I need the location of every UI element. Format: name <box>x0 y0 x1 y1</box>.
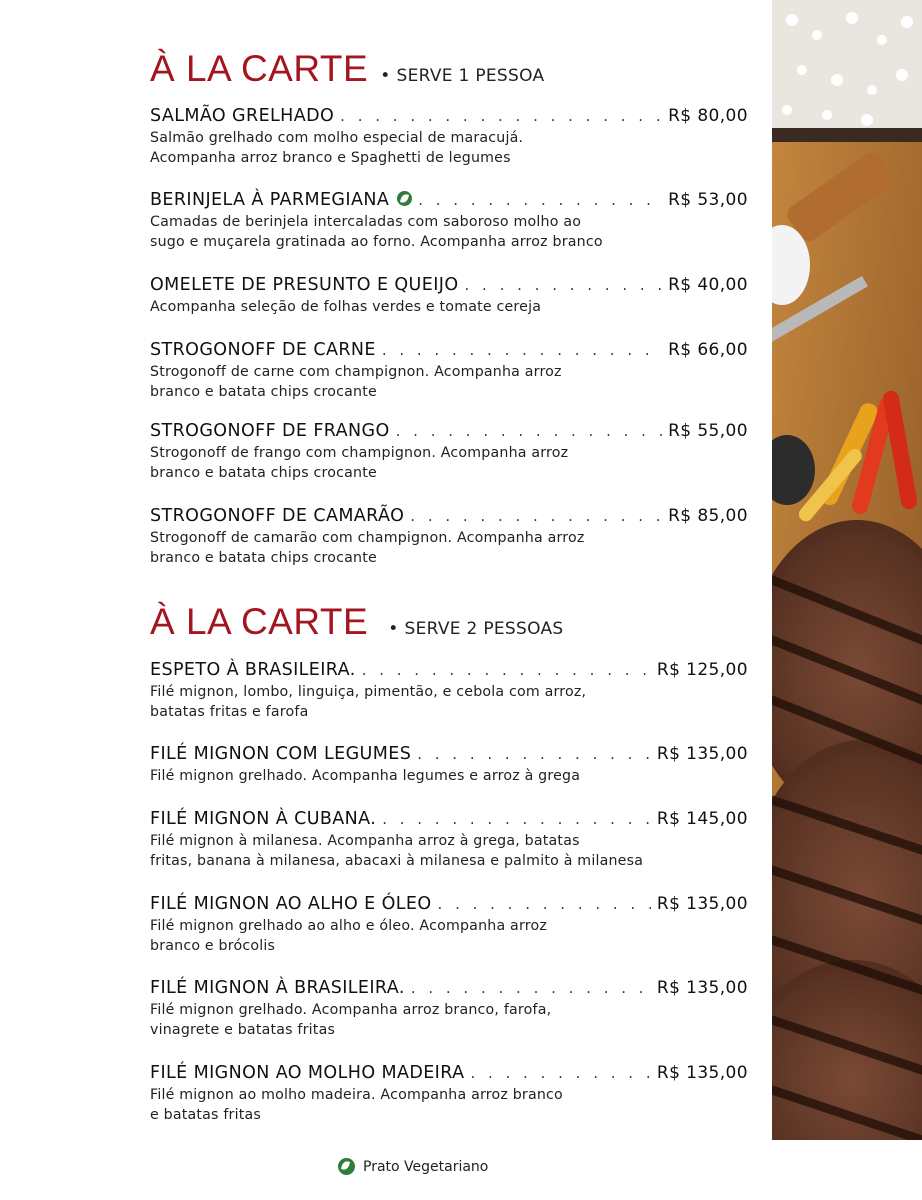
menu-item-price: R$ 80,00 <box>668 106 748 126</box>
description-line: sugo e muçarela gratinada ao forno. Acompanha arroz branco <box>150 234 603 250</box>
description-line: Acompanha seleção de folhas verdes e tomate cereja <box>150 299 542 315</box>
menu-item-description <box>150 682 748 722</box>
description-line: Strogonoff de carne com champignon. Acompanha arroz <box>150 364 562 380</box>
description-line: Strogonoff de camarão com champignon. Acompanha arroz <box>150 530 585 546</box>
dot-leader <box>470 1064 650 1082</box>
dot-leader <box>411 979 651 997</box>
menu-item-price: R$ 135,00 <box>656 1063 748 1083</box>
food-photo-illustration <box>772 0 922 1200</box>
menu-item <box>150 106 748 168</box>
description-line: branco e batata chips crocante <box>150 465 377 481</box>
menu-item <box>150 190 748 252</box>
description-line: vinagrete e batatas fritas <box>150 1022 336 1038</box>
menu-item <box>150 894 748 956</box>
leaf-icon <box>397 191 412 206</box>
description-line: branco e batata chips crocante <box>150 384 377 400</box>
description-line: Camadas de berinjela intercaladas com saboroso molho ao <box>150 214 582 230</box>
dot-leader <box>396 422 662 440</box>
description-line: Strogonoff de frango com champignon. Acompanha arroz <box>150 445 569 461</box>
description-line: batatas fritas e farofa <box>150 704 309 720</box>
menu-item-description <box>150 212 748 252</box>
description-line: Filé mignon, lombo, linguiça, pimentão, e cebola com arroz, <box>150 684 587 700</box>
menu-item-line <box>150 190 748 214</box>
menu-item <box>150 340 748 402</box>
section-title: À LA CARTE <box>150 601 369 642</box>
menu-item-name: FILÉ MIGNON À BRASILEIRA. <box>150 978 405 998</box>
dot-leader <box>438 895 651 913</box>
dot-leader <box>417 745 651 763</box>
menu-item-name: FILÉ MIGNON AO ALHO E ÓLEO <box>150 894 432 914</box>
menu-item-line <box>150 340 748 364</box>
vegetarian-legend <box>338 1158 488 1175</box>
menu-item-description <box>150 297 748 317</box>
menu-item-line <box>150 1063 748 1087</box>
section-header-2-pessoas <box>150 601 564 643</box>
section-header-1-pessoa <box>150 48 544 90</box>
menu-item-line <box>150 894 748 918</box>
menu-item-name: OMELETE DE PRESUNTO E QUEIJO <box>150 275 459 295</box>
menu-item <box>150 660 748 722</box>
menu-item-name: FILÉ MIGNON AO MOLHO MADEIRA <box>150 1063 465 1083</box>
description-line: Salmão grelhado com molho especial de maracujá. <box>150 130 524 146</box>
dot-leader <box>418 191 662 209</box>
menu-item <box>150 421 748 483</box>
leaf-icon <box>338 1158 355 1175</box>
menu-item-price: R$ 125,00 <box>656 660 748 680</box>
description-line: Filé mignon à milanesa. Acompanha arroz à grega, batatas <box>150 833 580 849</box>
menu-item-line <box>150 809 748 833</box>
menu-item-description <box>150 1085 748 1125</box>
menu-item-price: R$ 135,00 <box>656 744 748 764</box>
menu-item-description <box>150 362 748 402</box>
section-title: À LA CARTE <box>150 48 369 89</box>
dot-leader <box>382 341 662 359</box>
menu-item-description <box>150 1000 748 1040</box>
menu-item <box>150 809 748 871</box>
dot-leader <box>382 810 651 828</box>
dot-leader <box>410 507 662 525</box>
legend-label: Prato Vegetariano <box>363 1158 489 1175</box>
menu-item-description <box>150 443 748 483</box>
menu-item-description <box>150 766 748 786</box>
menu-item-description <box>150 916 748 956</box>
menu-item-name: BERINJELA À PARMEGIANA <box>150 190 390 210</box>
description-line: e batatas fritas <box>150 1107 261 1123</box>
section-subtitle-text: SERVE 1 PESSOA <box>396 66 545 86</box>
menu-item-line <box>150 660 748 684</box>
section-subtitle: • SERVE 1 PESSOA <box>380 66 545 86</box>
menu-item-line <box>150 275 748 299</box>
menu-item-description <box>150 831 748 871</box>
menu-item-price: R$ 66,00 <box>668 340 748 360</box>
menu-item-price: R$ 55,00 <box>668 421 748 441</box>
menu-item-description <box>150 128 748 168</box>
description-line: Filé mignon grelhado ao alho e óleo. Acompanha arroz <box>150 918 547 934</box>
menu-item-name: ESPETO À BRASILEIRA. <box>150 660 356 680</box>
food-photo <box>772 0 922 1200</box>
menu-item-name: STROGONOFF DE CARNE <box>150 340 376 360</box>
menu-item-name: FILÉ MIGNON COM LEGUMES <box>150 744 412 764</box>
menu-item-description <box>150 528 748 568</box>
menu-item-line <box>150 106 748 130</box>
menu-item-price: R$ 53,00 <box>668 190 748 210</box>
menu-item-price: R$ 40,00 <box>668 275 748 295</box>
menu-item-price: R$ 145,00 <box>656 809 748 829</box>
menu-item-name: FILÉ MIGNON À CUBANA. <box>150 809 377 829</box>
menu-item <box>150 506 748 568</box>
section-subtitle: • SERVE 2 PESSOAS <box>388 619 564 639</box>
description-line: Acompanha arroz branco e Spaghetti de legumes <box>150 150 511 166</box>
menu-item-price: R$ 135,00 <box>656 978 748 998</box>
dot-leader <box>465 276 663 294</box>
description-line: branco e brócolis <box>150 938 276 954</box>
menu-item-line <box>150 978 748 1002</box>
description-line: branco e batata chips crocante <box>150 550 377 566</box>
description-line: Filé mignon grelhado. Acompanha legumes e arroz à grega <box>150 768 581 784</box>
description-line: fritas, banana à milanesa, abacaxi à milanesa e palmito à milanesa <box>150 853 644 869</box>
section-subtitle-text: SERVE 2 PESSOAS <box>404 619 564 639</box>
dot-leader <box>340 107 662 125</box>
menu-item-line <box>150 506 748 530</box>
menu-item-line <box>150 744 748 768</box>
description-line: Filé mignon grelhado. Acompanha arroz branco, farofa, <box>150 1002 552 1018</box>
menu-item <box>150 978 748 1040</box>
menu-item-price: R$ 135,00 <box>656 894 748 914</box>
menu-item-price: R$ 85,00 <box>668 506 748 526</box>
menu-item-name: STROGONOFF DE CAMARÃO <box>150 506 405 526</box>
dot-leader <box>362 661 651 679</box>
menu-item-name: STROGONOFF DE FRANGO <box>150 421 390 441</box>
menu-item <box>150 275 748 317</box>
menu-item <box>150 1063 748 1125</box>
menu-item-name: SALMÃO GRELHADO <box>150 106 335 126</box>
menu-item-line <box>150 421 748 445</box>
menu-item <box>150 744 748 786</box>
description-line: Filé mignon ao molho madeira. Acompanha arroz branco <box>150 1087 563 1103</box>
